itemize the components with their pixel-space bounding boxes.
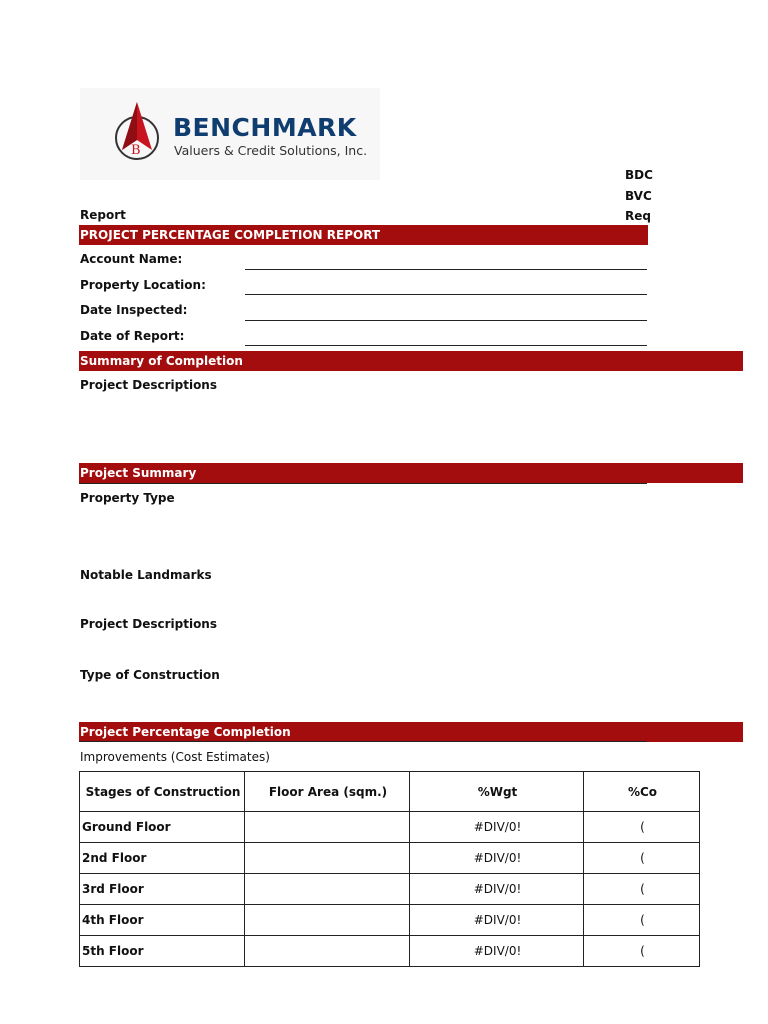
area-cell	[245, 905, 410, 936]
percentage-completion-bar: Project Percentage Completion	[79, 722, 743, 742]
date-inspected-label: Date Inspected:	[80, 303, 188, 317]
header-completion: %Co	[584, 772, 700, 812]
date-inspected-line	[245, 320, 647, 321]
summary-project-descriptions: Project Descriptions	[80, 378, 217, 392]
completion-cell: (	[584, 874, 700, 905]
completion-cell: (	[584, 905, 700, 936]
table-row	[80, 874, 700, 905]
percentage-completion-rule	[79, 741, 647, 742]
table-row	[80, 936, 700, 967]
completion-cell: (	[584, 936, 700, 967]
area-cell	[245, 843, 410, 874]
project-summary-rule	[79, 483, 647, 484]
date-of-report-label: Date of Report:	[80, 329, 185, 343]
stage-cell: 5th Floor	[80, 936, 245, 967]
table-header-row	[80, 772, 700, 812]
header-code-bvc: BVC	[625, 189, 652, 203]
stage-cell: 3rd Floor	[80, 874, 245, 905]
header-code-bdc: BDC	[625, 168, 653, 182]
report-title-bar: PROJECT PERCENTAGE COMPLETION REPORT	[79, 225, 648, 245]
header-floor-area: Floor Area (sqm.)	[245, 772, 410, 812]
wgt-cell: #DIV/0!	[410, 812, 584, 843]
stages-table	[79, 771, 700, 967]
wgt-cell: #DIV/0!	[410, 936, 584, 967]
completion-cell: (	[584, 812, 700, 843]
header-codes	[625, 168, 653, 226]
brand-tagline: Valuers & Credit Solutions, Inc.	[174, 143, 368, 158]
summary-of-completion-bar: Summary of Completion	[79, 351, 743, 371]
wgt-cell: #DIV/0!	[410, 874, 584, 905]
table-row	[80, 905, 700, 936]
area-cell	[245, 936, 410, 967]
logo	[80, 88, 380, 180]
header-stages: Stages of Construction	[80, 772, 245, 812]
project-descriptions-label: Project Descriptions	[80, 617, 217, 631]
account-name-line	[245, 269, 647, 270]
property-location-label: Property Location:	[80, 278, 206, 292]
stage-cell: 2nd Floor	[80, 843, 245, 874]
report-label: Report	[80, 208, 126, 222]
stage-cell: 4th Floor	[80, 905, 245, 936]
table-row	[80, 812, 700, 843]
table-row	[80, 843, 700, 874]
stages-table-wrapper	[79, 771, 658, 958]
wgt-cell: #DIV/0!	[410, 843, 584, 874]
completion-cell: (	[584, 843, 700, 874]
wgt-cell: #DIV/0!	[410, 905, 584, 936]
date-of-report-line	[245, 345, 647, 346]
type-of-construction-label: Type of Construction	[80, 668, 220, 682]
logo-letter: B	[131, 143, 141, 158]
account-name-label: Account Name:	[80, 252, 183, 266]
improvements-subtitle: Improvements (Cost Estimates)	[80, 750, 270, 764]
property-location-line	[245, 294, 647, 295]
brand-name: BENCHMARK	[173, 113, 357, 142]
area-cell	[245, 812, 410, 843]
header-code-req: Req	[625, 209, 651, 223]
property-type-label: Property Type	[80, 491, 175, 505]
stage-cell: Ground Floor	[80, 812, 245, 843]
area-cell	[245, 874, 410, 905]
header-wgt: %Wgt	[410, 772, 584, 812]
project-summary-bar: Project Summary	[79, 463, 743, 483]
notable-landmarks-label: Notable Landmarks	[80, 568, 212, 582]
